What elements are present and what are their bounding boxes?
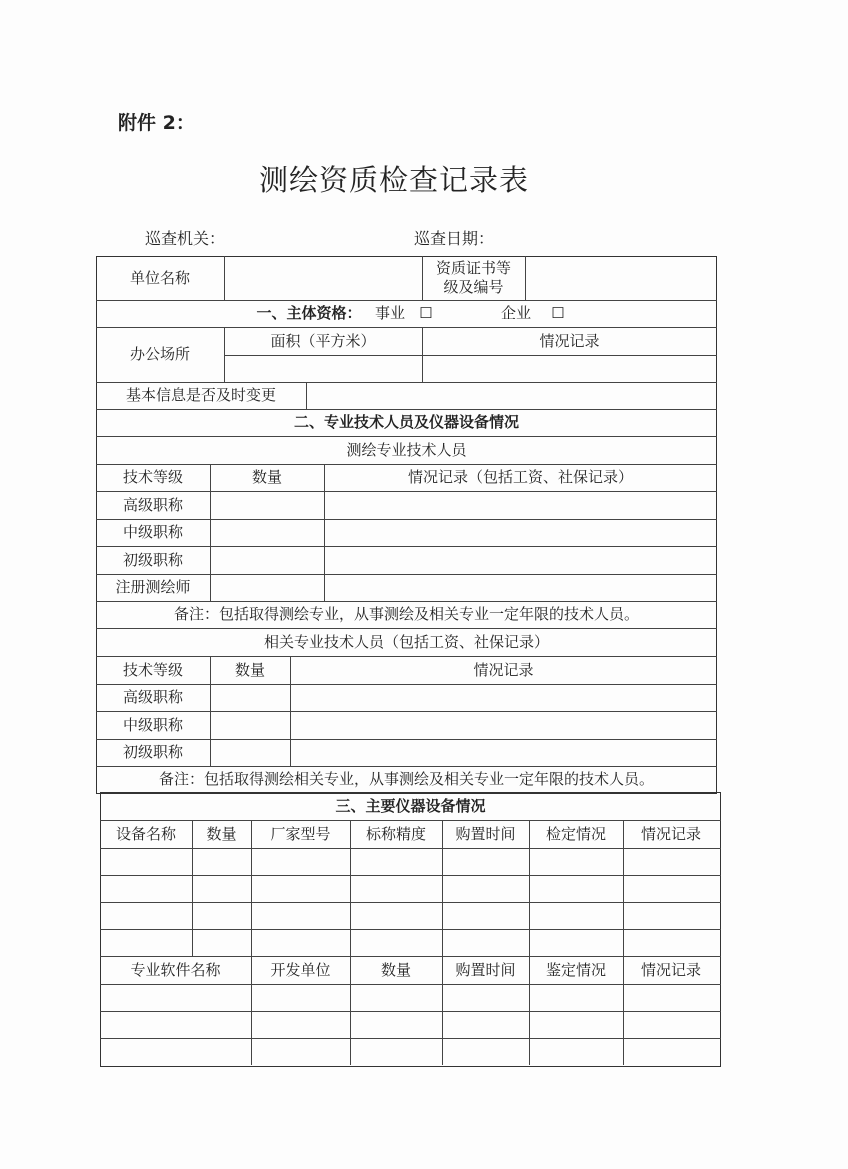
unit-name-value[interactable] (224, 256, 422, 300)
col-qty-b: 数量 (234, 660, 265, 679)
opt-public-label: 事业 (374, 304, 405, 323)
equip-col-1: 数量 (206, 824, 237, 843)
col-record-b: 情况记录 (473, 660, 534, 679)
row-a-0: 高级职称 (122, 495, 183, 514)
cert-label-line1: 资质证书等 (435, 259, 511, 278)
unit-name-label: 单位名称 (129, 268, 190, 287)
row-b-0: 高级职称 (122, 688, 183, 707)
note-b: 备注：包括取得测绘相关专业，从事测绘及相关专业一定年限的技术人员。 (158, 769, 654, 788)
cert-label (422, 256, 525, 300)
checkbox-enterprise[interactable]: ☐ (551, 304, 565, 323)
area-label: 面积（平方米） (270, 331, 376, 350)
row-a-3: 注册测绘师 (115, 578, 191, 597)
row-b-2: 初级职称 (122, 743, 183, 762)
soft-col-2: 数量 (380, 960, 411, 979)
page-title: 测绘资质检查记录表 (258, 163, 529, 197)
checkbox-public[interactable]: ☐ (419, 304, 433, 323)
date-label: 巡查日期： (414, 229, 495, 248)
section3-heading: 三、主要仪器设备情况 (335, 796, 486, 815)
row-b-1: 中级职称 (122, 715, 183, 734)
row-a-2: 初级职称 (122, 550, 183, 569)
opt-enterprise-label: 企业 (500, 304, 531, 323)
change-label: 基本信息是否及时变更 (125, 386, 276, 405)
equip-col-5: 检定情况 (545, 824, 606, 843)
related-staff-heading: 相关专业技术人员（包括工资、社保记录） (263, 632, 549, 651)
soft-col-1: 开发单位 (270, 960, 331, 979)
agency-label: 巡查机关： (145, 229, 226, 248)
col-level-a: 技术等级 (122, 468, 183, 487)
section2-heading: 二、专业技术人员及仪器设备情况 (293, 413, 519, 432)
soft-col-0: 专业软件名称 (130, 960, 221, 979)
equip-col-3: 标称精度 (365, 824, 426, 843)
section1-heading: 一、主体资格： (256, 304, 362, 323)
office-label: 办公场所 (129, 345, 190, 364)
soft-col-3: 购置时间 (455, 960, 516, 979)
cert-value[interactable] (525, 256, 715, 300)
cert-label-line2: 级及编号 (443, 278, 504, 296)
equip-col-2: 厂家型号 (270, 824, 331, 843)
note-a: 备注：包括取得测绘专业，从事测绘及相关专业一定年限的技术人员。 (173, 605, 639, 624)
col-qty-a: 数量 (251, 468, 282, 487)
attachment-label: 附件 2： (118, 112, 195, 134)
col-record-a: 情况记录（包括工资、社保记录） (407, 468, 633, 487)
soft-col-5: 情况记录 (640, 960, 701, 979)
equip-col-6: 情况记录 (640, 824, 701, 843)
equip-col-0: 设备名称 (115, 824, 176, 843)
equip-col-4: 购置时间 (455, 824, 516, 843)
survey-staff-heading: 测绘专业技术人员 (346, 440, 467, 459)
soft-col-4: 鉴定情况 (545, 960, 606, 979)
row-a-1: 中级职称 (122, 523, 183, 542)
office-record-label: 情况记录 (539, 331, 600, 350)
col-level-b: 技术等级 (122, 660, 183, 679)
